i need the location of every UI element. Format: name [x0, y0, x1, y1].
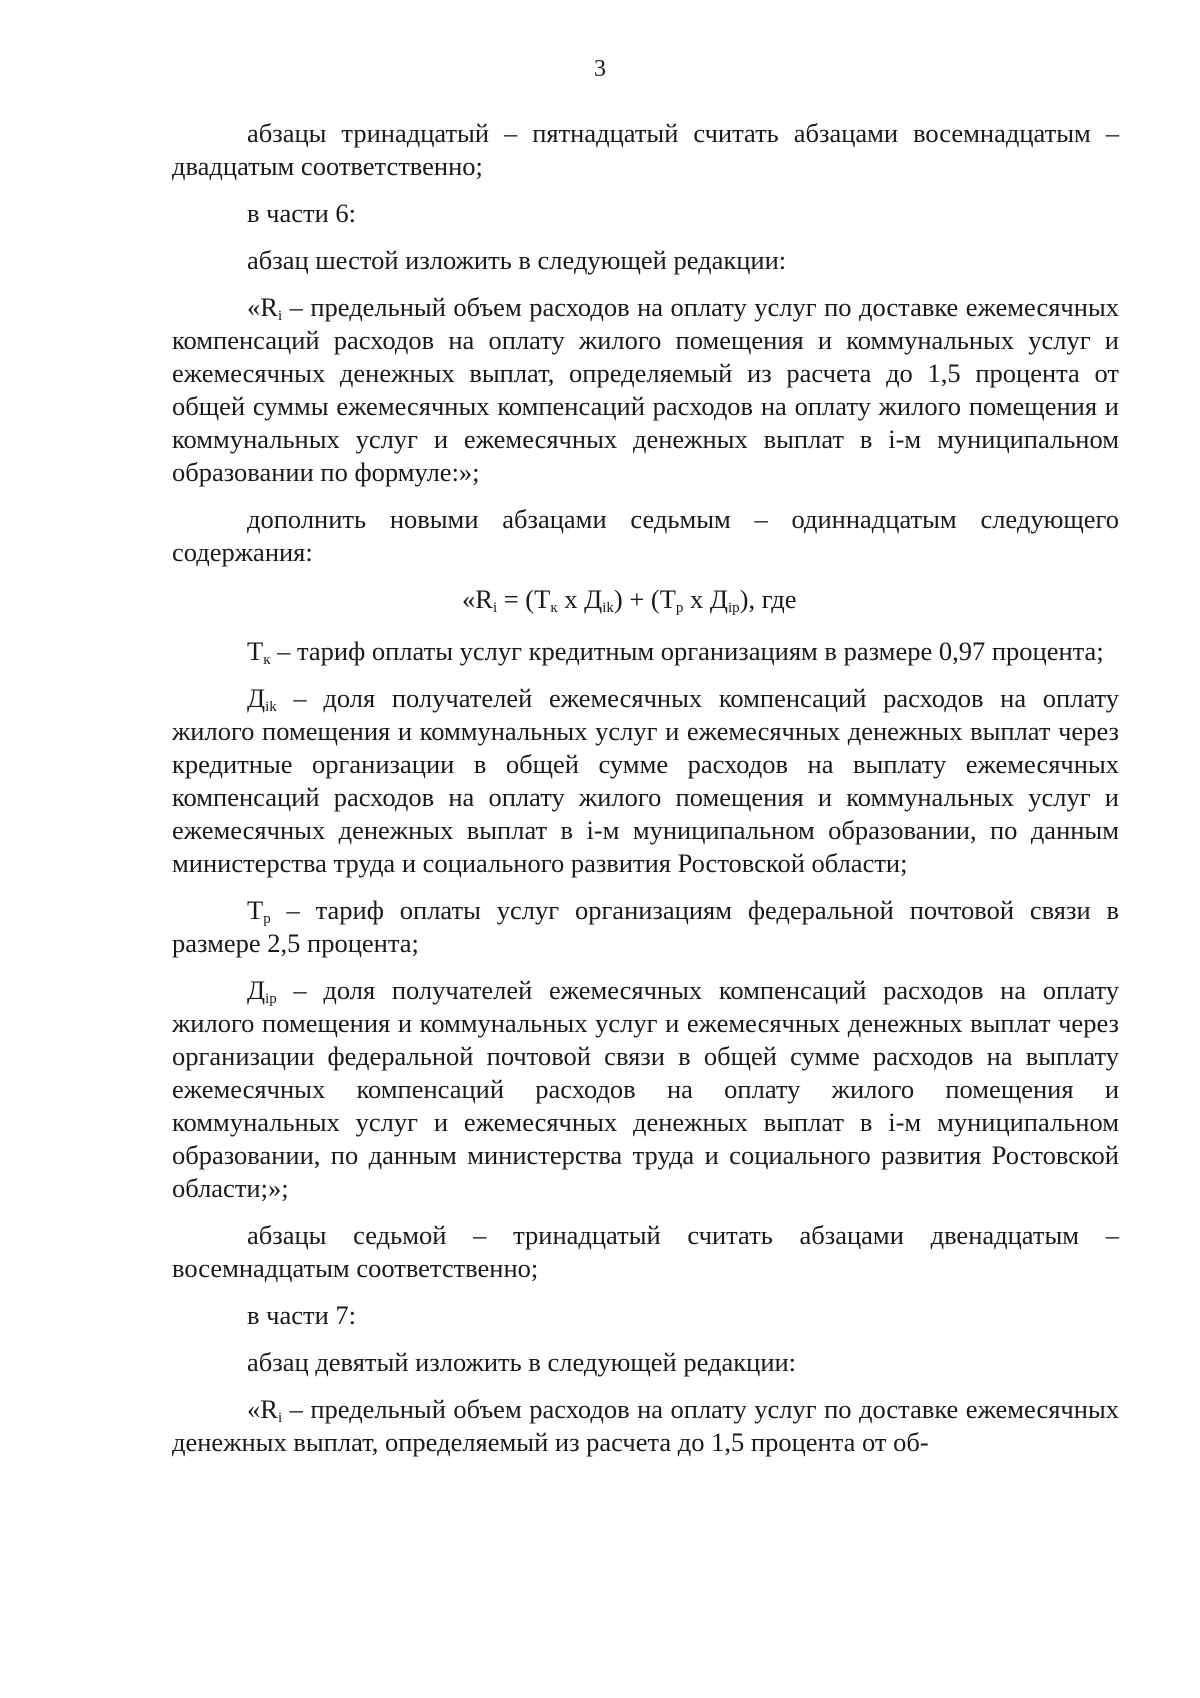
formula-r-sub: i [492, 600, 498, 616]
formula-eq: = (Т [497, 584, 551, 614]
formula-r: «R [462, 584, 493, 614]
def-tk-sub: к [263, 652, 271, 668]
formula-dik-sub: ik [602, 600, 614, 616]
ri7-definition-text: – предельный объем расходов на оплату услуг по доставке ежемесячных денежных выплат, определяемый из расчета до 1,5 процента от об- [172, 1394, 1119, 1457]
formula-tk-sub: к [550, 600, 558, 616]
def-dik-symbol: Д [247, 683, 266, 713]
def-tp-sub: р [263, 911, 271, 927]
formula-tp-sub: р [675, 600, 684, 616]
ri7-subscript: i [277, 1410, 283, 1426]
formula-plus: ) + (Т [613, 584, 676, 614]
def-dip-text: – доля получателей ежемесячных компенсаций расходов на оплату жилого помещения и коммунальных услуг и ежемесячных денежных выплат через организации федеральной почтовой связи в общей сумме расходов на выплату ежемесячных компенсаций расходов на оплату жилого помещения и коммунальных услуг и ежемесячных денежных выплат в i-м муниципальном образовании, по данным министерства труда и социального развития Ростовской области;»; [172, 975, 1119, 1203]
paragraph-part-7-heading: в части 7: [247, 1300, 356, 1330]
paragraph-renumber-7-13: абзацы седьмой – тринадцатый считать абзацами двенадцатым – восемнадцатым соответственно; [172, 1220, 1119, 1283]
definition-dip [172, 974, 1119, 1205]
paragraph-renumber-13-15: абзацы тринадцатый – пятнадцатый считать абзацами восемнадцатым – двадцатым соответственно; [172, 118, 1119, 181]
paragraph-ri-definition-part-7 [172, 1393, 1119, 1459]
paragraph-part-6-heading: в части 6: [247, 198, 356, 228]
def-dik-sub: ik [265, 699, 277, 715]
ri-formula [172, 583, 1119, 616]
definition-tp [172, 894, 1119, 960]
def-tp-symbol: Т [247, 895, 264, 925]
paragraph-ri-definition [172, 291, 1119, 489]
def-dip-sub: ip [265, 991, 277, 1007]
paragraph-abzac-9-intro: абзац девятый изложить в следующей редакции: [247, 1347, 797, 1377]
def-tk-text: – тариф оплаты услуг кредитным организациям в размере 0,97 процента; [270, 636, 1104, 666]
page-number: 3 [594, 56, 606, 82]
formula-x2: х Д [683, 584, 728, 614]
document-body [172, 117, 1119, 1459]
paragraph-add-abzacs: дополнить новыми абзацами седьмым – одиннадцатым следующего содержания: [172, 504, 1119, 567]
definition-tk [172, 635, 1119, 668]
def-tp-text: – тариф оплаты услуг организациям федеральной почтовой связи в размере 2,5 процента; [172, 895, 1119, 958]
formula-x1: х Д [557, 584, 603, 614]
def-dik-text: – доля получателей ежемесячных компенсаций расходов на оплату жилого помещения и коммунальных услуг и ежемесячных денежных выплат через кредитные организации в общей сумме расходов на выплату ежемесячных компенсаций расходов на оплату жилого помещения и коммунальных услуг и ежемесячных денежных выплат в i-м муниципальном образовании, по данным министерства труда и социального развития Ростовской области; [172, 683, 1119, 878]
def-dip-symbol: Д [247, 975, 266, 1005]
ri7-symbol: «R [247, 1394, 278, 1424]
paragraph-abzac-6-intro: абзац шестой изложить в следующей редакции: [247, 245, 787, 275]
formula-dip-sub: ip [728, 600, 740, 616]
ri-definition-text: – предельный объем расходов на оплату услуг по доставке ежемесячных компенсаций расходов на оплату жилого помещения и коммунальных услуг и ежемесячных денежных выплат, определяемый из расчета до 1,5 процента от общей суммы ежемесячных компенсаций расходов на оплату жилого помещения и коммунальных услуг и ежемесячных денежных выплат в i-м муниципальном образовании по формуле:»; [172, 292, 1119, 487]
ri-symbol: «R [247, 292, 278, 322]
ri-subscript: i [277, 308, 283, 324]
definition-dik [172, 682, 1119, 880]
def-tk-symbol: Т [247, 636, 264, 666]
formula-tail: ), где [739, 584, 797, 614]
